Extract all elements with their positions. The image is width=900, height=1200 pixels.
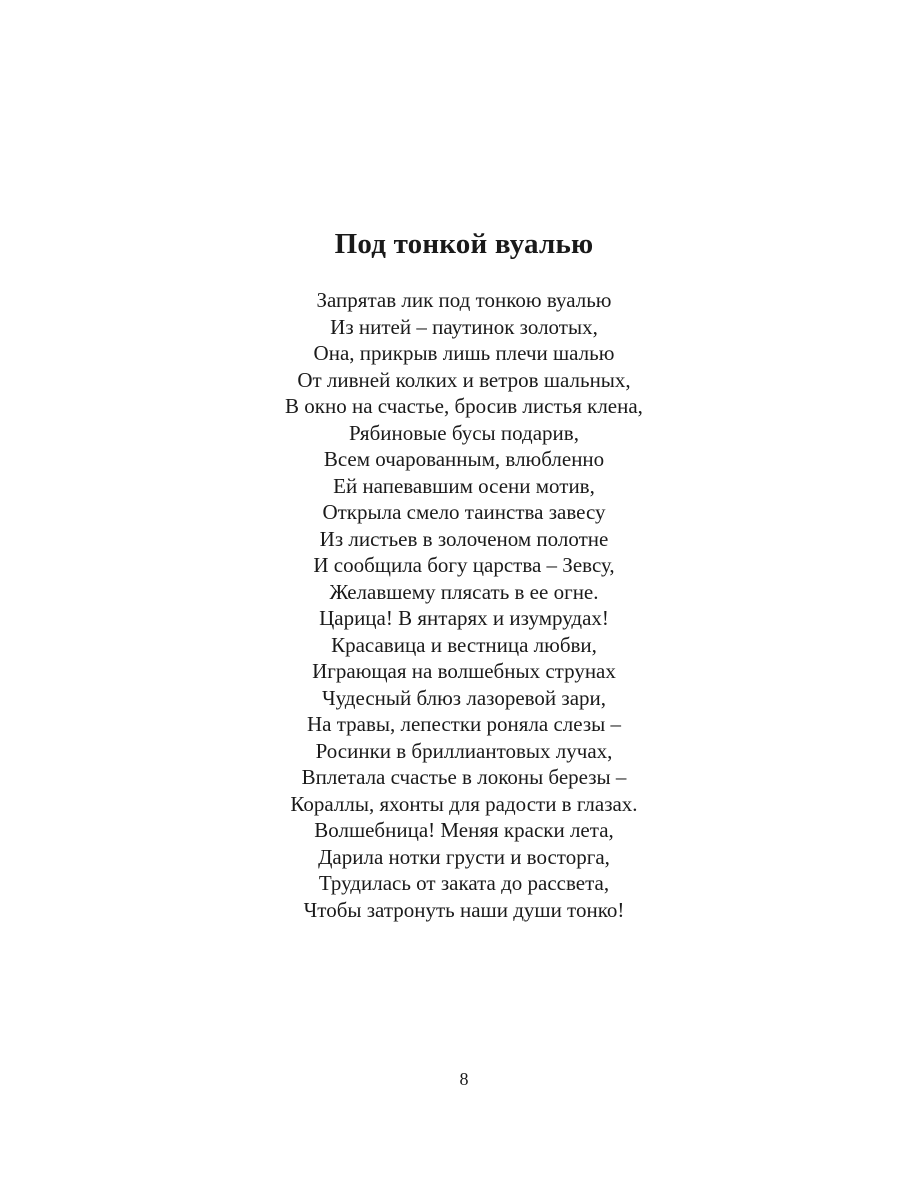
poem-body [0,287,900,923]
poem-line: Красавица и вестница любви, [331,632,597,657]
poem-line: Открыла смело таинства завесу [322,500,606,524]
poem-line: И сообщила богу царства – Зевсу, [313,553,615,577]
poem-line: Царица! В янтарях и изумрудах! [319,606,609,630]
poem-line: Чтобы затронуть наши души тонко! [303,897,625,922]
poem-line: Чудесный блюз лазоревой зари, [321,685,607,710]
poem-line: Она, прикрыв лишь плечи шалью [313,341,615,365]
poem-line: В окно на счастье, бросив листья клена, [285,394,643,418]
poem-line: Дарила нотки грусти и восторга, [318,844,610,869]
poem-line: Кораллы, яхонты для радости в глазах. [290,791,638,816]
poem-title: Под тонкой вуалью [334,228,594,260]
poem-line: Всем очарованным, влюбленно [323,447,605,471]
poem-line: От ливней колких и ветров шальных, [297,367,631,392]
poem-line: Из нитей – паутинок золотых, [330,314,598,339]
poem-line: Играющая на волшебных струнах [312,659,616,683]
poem-line: Трудилась от заката до рассвета, [318,871,610,895]
poem-line: Вплетала счастье в локоны березы – [301,765,627,789]
poem-line: Волшебница! Меняя краски лета, [314,818,614,842]
page-number: 8 [459,1069,469,1089]
poem-line: Запрятав лик под тонкою вуалью [316,288,612,312]
poem-line: Ей напевавшим осени мотив, [333,473,595,498]
poem-line: Рябиновые бусы подарив, [349,420,579,445]
poem-line: На травы, лепестки роняла слезы – [306,712,622,736]
poem-line: Желавшему плясать в ее огне. [329,579,599,604]
poem-line: Из листьев в золоченом полотне [319,526,609,551]
poem-line: Росинки в бриллиантовых лучах, [315,738,613,763]
